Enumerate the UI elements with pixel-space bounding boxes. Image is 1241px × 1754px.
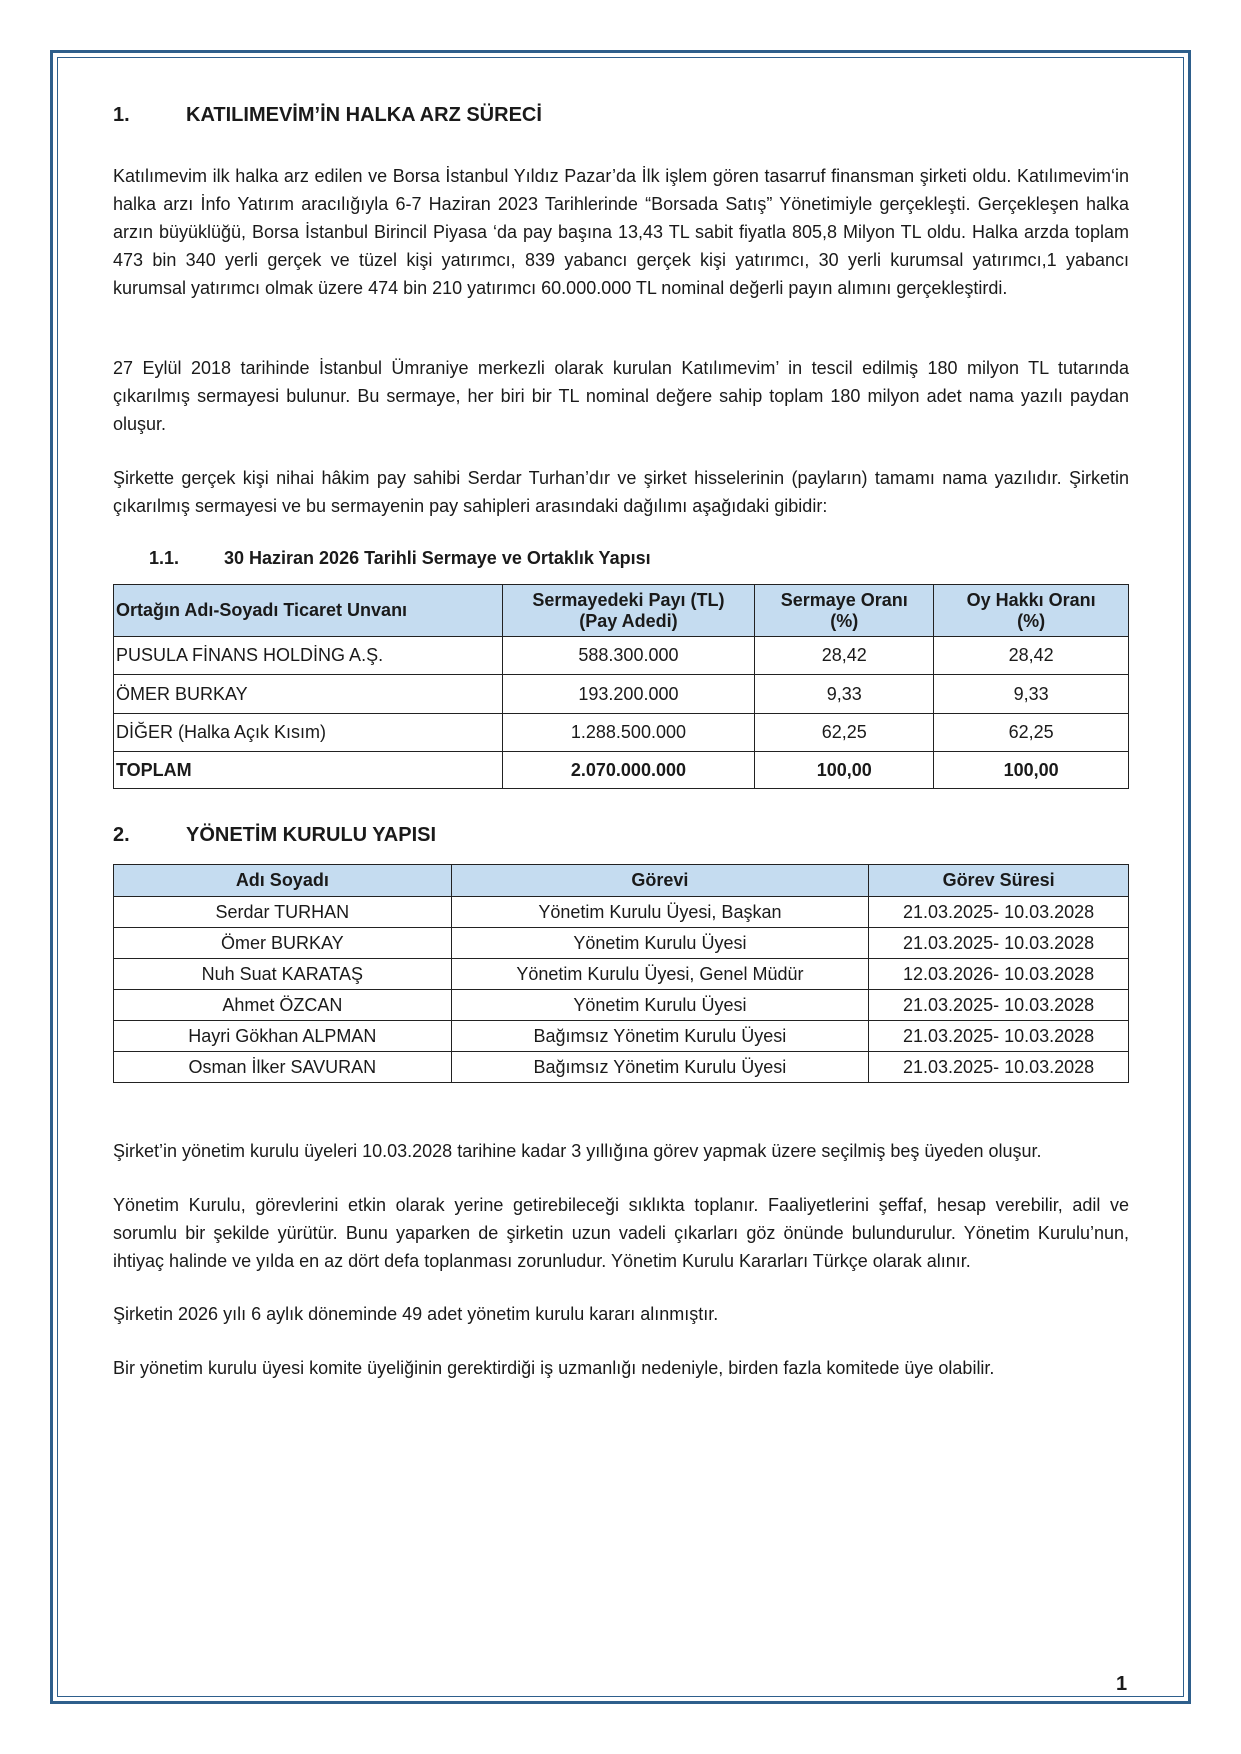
- header-term: Görev Süresi: [869, 865, 1129, 897]
- header-role: Görevi: [451, 865, 869, 897]
- member-role: Yönetim Kurulu Üyesi, Genel Müdür: [451, 959, 869, 990]
- table-row: [114, 990, 1129, 1021]
- board-table: [113, 864, 1129, 1083]
- partner-name: PUSULA FİNANS HOLDİNG A.Ş.: [114, 637, 503, 675]
- table-row: [114, 959, 1129, 990]
- table-row: [114, 675, 1129, 714]
- header-share: Sermayedeki Payı (TL) (Pay Adedi): [502, 585, 755, 637]
- paragraph-board-term: Şirket’in yönetim kurulu üyeleri 10.03.2028 tarihine kadar 3 yıllığına görev yapmak üzere seçilmiş beş üyeden oluşur.: [113, 1141, 1042, 1161]
- section-title: KATILIMEVİM’İN HALKA ARZ SÜRECİ: [186, 104, 542, 126]
- vote-ratio: 62,25: [934, 714, 1129, 752]
- header-name: Adı Soyadı: [114, 865, 452, 897]
- paragraph-board-decisions: Şirketin 2026 yılı 6 aylık döneminde 49 adet yönetim kurulu kararı alınmıştır.: [113, 1304, 719, 1324]
- header-capital-ratio: Sermaye Oranı (%): [755, 585, 934, 637]
- paragraph-shareholders: Şirkette gerçek kişi nihai hâkim pay sahibi Serdar Turhan’dır ve şirket hisselerinin (payların) tamamı nama yazılıdır. Şirketin çıkarılmış sermayesi ve bu sermayenin pay sahipleri arasındaki dağılımı aşağıdaki gibidir:: [113, 468, 1129, 516]
- member-role: Yönetim Kurulu Üyesi: [451, 928, 869, 959]
- total-share: 2.070.000.000: [502, 752, 755, 789]
- share-amount: 193.200.000: [502, 675, 755, 714]
- paragraph-capital: 27 Eylül 2018 tarihinde İstanbul Ümraniye merkezli olarak kurulan Katılımevim’ in tescil edilmiş 180 milyon TL tutarında çıkarılmış sermayesi bulunur. Bu sermaye, her biri bir TL nominal değere sahip toplam 180 milyon adet nama yazılı paydan oluşur.: [113, 358, 1129, 434]
- paragraph-ipo: Katılımevim ilk halka arz edilen ve Borsa İstanbul Yıldız Pazar’da İlk işlem gören tasarruf finansman şirketi oldu. Katılımevim‘in halka arzı İnfo Yatırım aracılığıyla 6-7 Haziran 2023 Tarihlerinde “Borsada Satış” Yönetimiyle gerçekleşti. Gerçekleşen halka arzın büyüklüğü, Borsa İstanbul Birincil Piyasa ‘da pay başına 13,43 TL sabit fiyatla 805,8 Milyon TL oldu. Halka arzda toplam 473 bin 340 yerli gerçek ve tüzel kişi yatırımcı, 839 yabancı gerçek kişi yatırımcı, 30 yerli kurumsal yatırımcı,1 yabancı kurumsal yatırımcı olmak üzere 474 bin 210 yatırımcı 60.000.000 TL nominal değerli payın alımını gerçekleştirdi.: [113, 166, 1129, 298]
- member-name: Ahmet ÖZCAN: [114, 990, 452, 1021]
- table-row: [114, 714, 1129, 752]
- section-title: YÖNETİM KURULU YAPISI: [186, 824, 437, 846]
- paragraph-committee: Bir yönetim kurulu üyesi komite üyeliğinin gerektirdiği iş uzmanlığı nedeniyle, birden fazla komitede üye olabilir.: [113, 1358, 995, 1378]
- share-amount: 588.300.000: [502, 637, 755, 675]
- section-number: 2.: [113, 824, 130, 846]
- capital-structure-table: [113, 584, 1129, 789]
- member-term: 21.03.2025- 10.03.2028: [869, 1021, 1129, 1052]
- member-name: Nuh Suat KARATAŞ: [114, 959, 452, 990]
- share-amount: 1.288.500.000: [502, 714, 755, 752]
- table-header-row: [114, 585, 1129, 637]
- table-row: [114, 1021, 1129, 1052]
- header-vote-ratio: Oy Hakkı Oranı (%): [934, 585, 1129, 637]
- table-header-row: [114, 865, 1129, 897]
- table-row: [114, 928, 1129, 959]
- member-term: 12.03.2026- 10.03.2028: [869, 959, 1129, 990]
- member-term: 21.03.2025- 10.03.2028: [869, 897, 1129, 928]
- member-name: Ömer BURKAY: [114, 928, 452, 959]
- page-number: 1: [1116, 1673, 1128, 1695]
- table-row: [114, 897, 1129, 928]
- member-name: Serdar TURHAN: [114, 897, 452, 928]
- member-term: 21.03.2025- 10.03.2028: [869, 990, 1129, 1021]
- member-name: Osman İlker SAVURAN: [114, 1052, 452, 1083]
- table-total-row: [114, 752, 1129, 789]
- capital-ratio: 9,33: [755, 675, 934, 714]
- member-term: 21.03.2025- 10.03.2028: [869, 1052, 1129, 1083]
- table-row: [114, 1052, 1129, 1083]
- partner-name: ÖMER BURKAY: [114, 675, 503, 714]
- capital-ratio: 62,25: [755, 714, 934, 752]
- member-role: Bağımsız Yönetim Kurulu Üyesi: [451, 1021, 869, 1052]
- member-role: Yönetim Kurulu Üyesi: [451, 990, 869, 1021]
- section-title: 30 Haziran 2026 Tarihli Sermaye ve Ortaklık Yapısı: [224, 548, 651, 568]
- total-capital-ratio: 100,00: [755, 752, 934, 789]
- vote-ratio: 9,33: [934, 675, 1129, 714]
- vote-ratio: 28,42: [934, 637, 1129, 675]
- member-role: Bağımsız Yönetim Kurulu Üyesi: [451, 1052, 869, 1083]
- section-number: 1.: [113, 104, 130, 126]
- member-role: Yönetim Kurulu Üyesi, Başkan: [451, 897, 869, 928]
- section-number: 1.1.: [149, 548, 180, 568]
- total-label: TOPLAM: [114, 752, 503, 789]
- member-term: 21.03.2025- 10.03.2028: [869, 928, 1129, 959]
- member-name: Hayri Gökhan ALPMAN: [114, 1021, 452, 1052]
- total-vote-ratio: 100,00: [934, 752, 1129, 789]
- capital-ratio: 28,42: [755, 637, 934, 675]
- paragraph-board-meetings: Yönetim Kurulu, görevlerini etkin olarak yerine getirebileceği sıklıkta toplanır. Faaliyetlerini şeffaf, hesap verebilir, adil ve sorumlu bir şekilde yürütür. Bunu yaparken de şirketin uzun vadeli çıkarları göz önünde bulundurulur. Yönetim Kurulu’nun, ihtiyaç halinde ve yılda en az dört defa toplanması zorunludur. Yönetim Kurulu Kararları Türkçe olarak alınır.: [113, 1195, 1129, 1271]
- partner-name: DİĞER (Halka Açık Kısım): [114, 714, 503, 752]
- table-row: [114, 637, 1129, 675]
- header-partner-name: Ortağın Adı-Soyadı Ticaret Unvanı: [114, 585, 503, 637]
